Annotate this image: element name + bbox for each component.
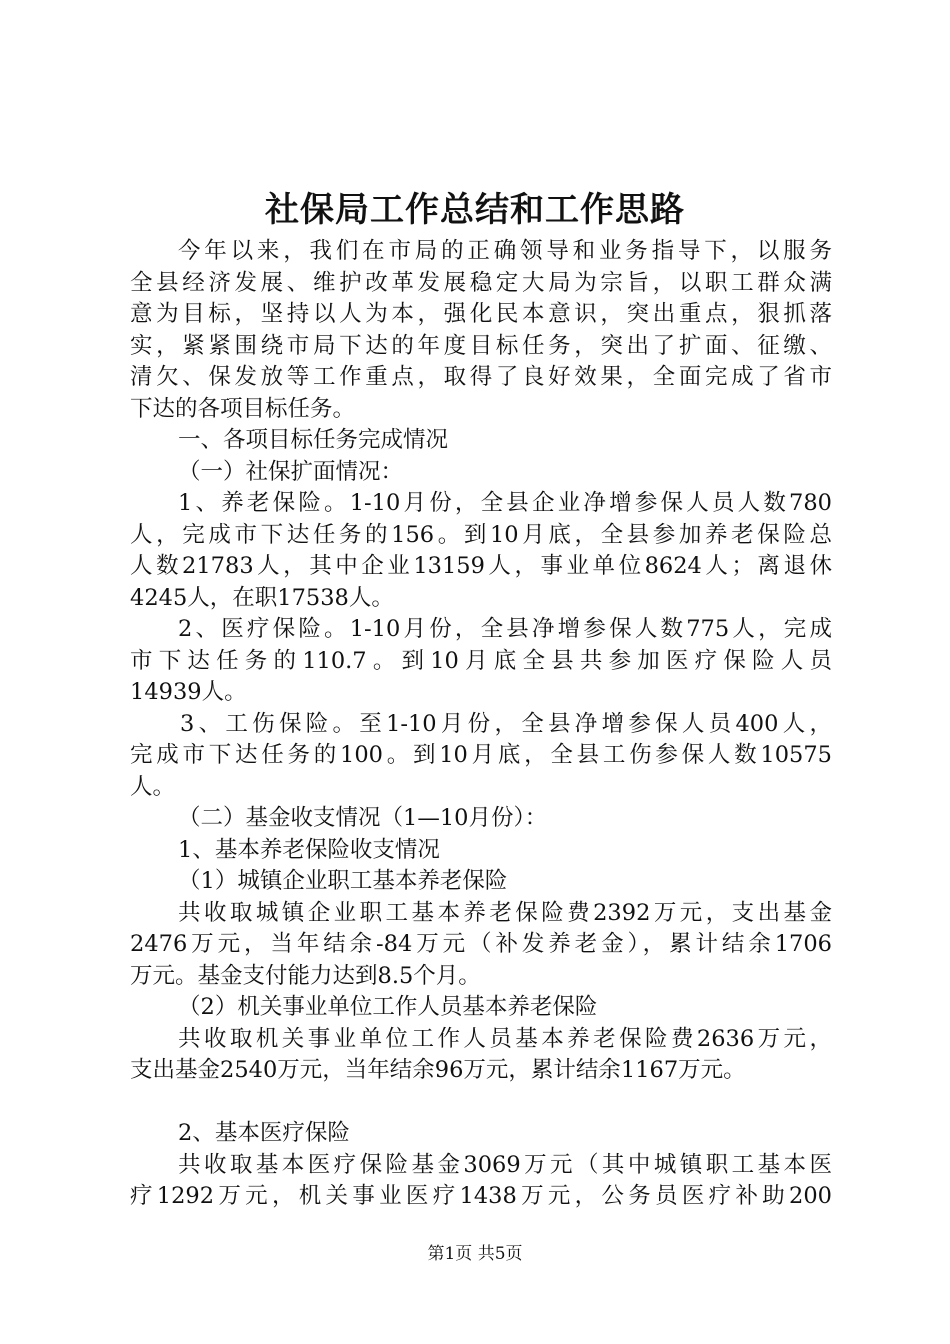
item-heading: （2）机关事业单位工作人员基本养老保险 [178,994,598,1020]
text-line: 实，紧紧围绕市局下达的年度目标任务，突出了扩面、征缴、 [130,332,832,359]
subsection-heading: （一）社保扩面情况： [178,458,404,485]
text-line: 1、养老保险。1-10月份，全县企业净增参保人员人数780 [178,490,832,516]
text-line: 人。 [130,773,176,800]
item-heading: 2、基本医疗保险 [178,1120,350,1146]
text-line: 2476万元，当年结余-84万元（补发养老金），累计结余1706 [130,931,832,957]
text-line: 4245人，在职17538人。 [130,584,394,611]
page-title: 社保局工作总结和工作思路 [265,190,685,230]
text-line: 2、医疗保险。1-10月份，全县净增参保人数775人，完成 [178,616,832,642]
item-heading: （1）城镇企业职工基本养老保险 [178,868,508,894]
text-line: 14939人。 [130,679,247,705]
text-line: 支出基金2540万元，当年结余96万元，累计结余1167万元。 [130,1057,746,1083]
subsection-heading: （二）基金收支情况（1—10月份）： [178,805,548,831]
text-line: 市下达任务的110.7。到10月底全县共参加医疗保险人员 [130,647,832,674]
text-line: 意为目标，坚持以人为本，强化民本意识，突出重点，狠抓落 [130,301,832,327]
text-line: 3、工伤保险。至1-10月份，全县净增参保人员400人， [180,710,832,737]
text-line: 清欠、保发放等工作重点，取得了良好效果，全面完成了省市 [130,364,832,390]
text-line: 下达的各项目标任务。 [130,395,356,422]
paragraph-gap [130,1087,832,1119]
text-line: 全县经济发展、维护改革发展稳定大局为宗旨，以职工群众满 [130,269,832,296]
text-line: 共收取城镇企业职工基本养老保险费2392万元，支出基金 [178,899,832,926]
document-body [130,236,832,1213]
text-line: 今年以来，我们在市局的正确领导和业务指导下，以服务 [178,238,832,264]
item-heading: 1、基本养老保险收支情况 [178,836,440,863]
text-line: 人，完成市下达任务的156。到10月底，全县参加养老保险总 [130,521,832,548]
text-line: 共收取机关事业单位工作人员基本养老保险费2636万元， [178,1025,832,1052]
text-line: 疗1292万元，机关事业医疗1438万元，公务员医疗补助200 [130,1183,832,1209]
text-line: 共收取基本医疗保险基金3069万元（其中城镇职工基本医 [178,1151,832,1178]
text-line: 人数21783人，其中企业13159人，事业单位8624人；离退休 [130,553,832,579]
text-line: 完成市下达任务的100。到10月底，全县工伤参保人数10575 [130,742,832,768]
text-line: 万元。基金支付能力达到8.5个月。 [130,962,481,989]
section-heading: 一、各项目标任务完成情况 [178,427,449,453]
page-footer: 第1页 共5页 [427,1244,523,1264]
